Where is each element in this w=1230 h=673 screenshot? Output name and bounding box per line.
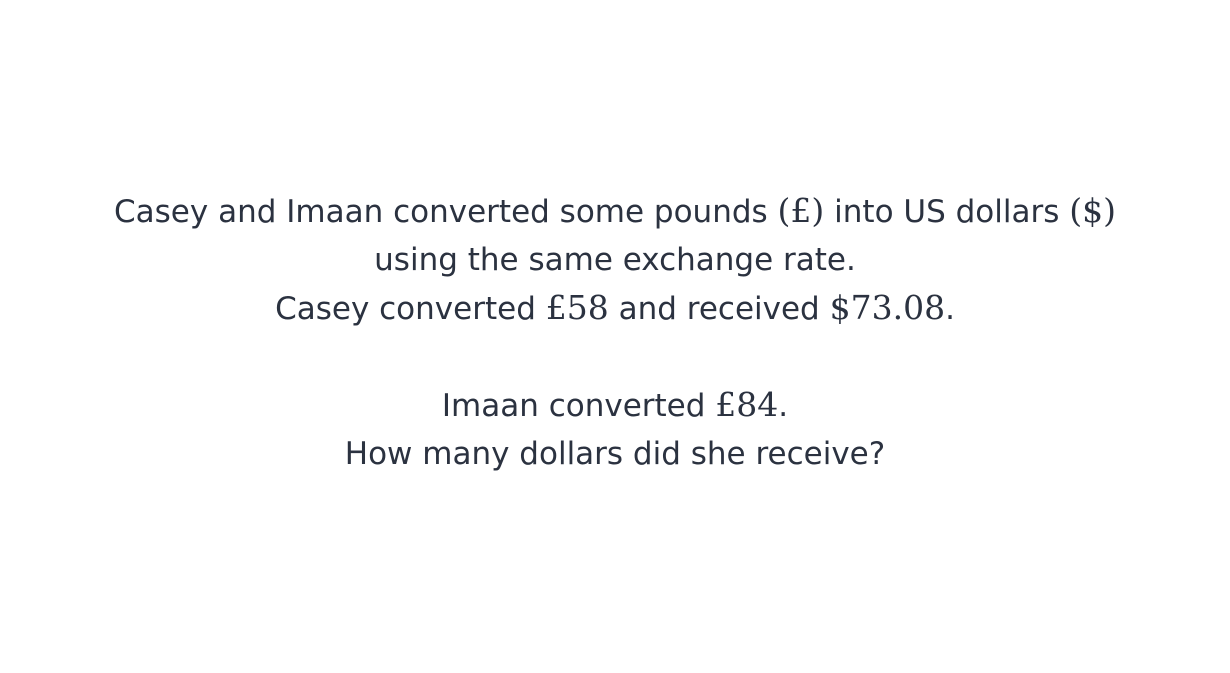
question-line-4 xyxy=(25,381,1205,430)
casey-pounds-math: £58 xyxy=(545,288,609,327)
imaan-pounds-math: £84 xyxy=(715,385,779,424)
line-3-text-b: and received xyxy=(608,291,830,327)
paragraph-gap xyxy=(25,333,1205,381)
line-5-text: How many dollars did she receive? xyxy=(344,436,886,472)
line-2-text: using the same exchange rate. xyxy=(374,242,856,278)
pound-symbol-math: (£) xyxy=(777,191,825,230)
question-line-5 xyxy=(25,430,1205,478)
question-text xyxy=(25,187,1205,478)
question-line-2 xyxy=(25,236,1205,284)
line-3-text-a: Casey converted xyxy=(275,291,546,327)
line-1-text-b: into US dollars xyxy=(824,194,1070,230)
line-4-text-a: Imaan converted xyxy=(441,388,716,424)
dollar-symbol-math: ($) xyxy=(1069,191,1116,230)
question-line-1 xyxy=(25,187,1205,236)
line-4-text-b: . xyxy=(778,388,789,424)
question-line-3 xyxy=(25,284,1205,333)
casey-dollars-math: $73.08 xyxy=(829,288,946,327)
line-3-text-c: . xyxy=(945,291,955,327)
line-1-text-a: Casey and Imaan converted some pounds xyxy=(114,194,778,230)
